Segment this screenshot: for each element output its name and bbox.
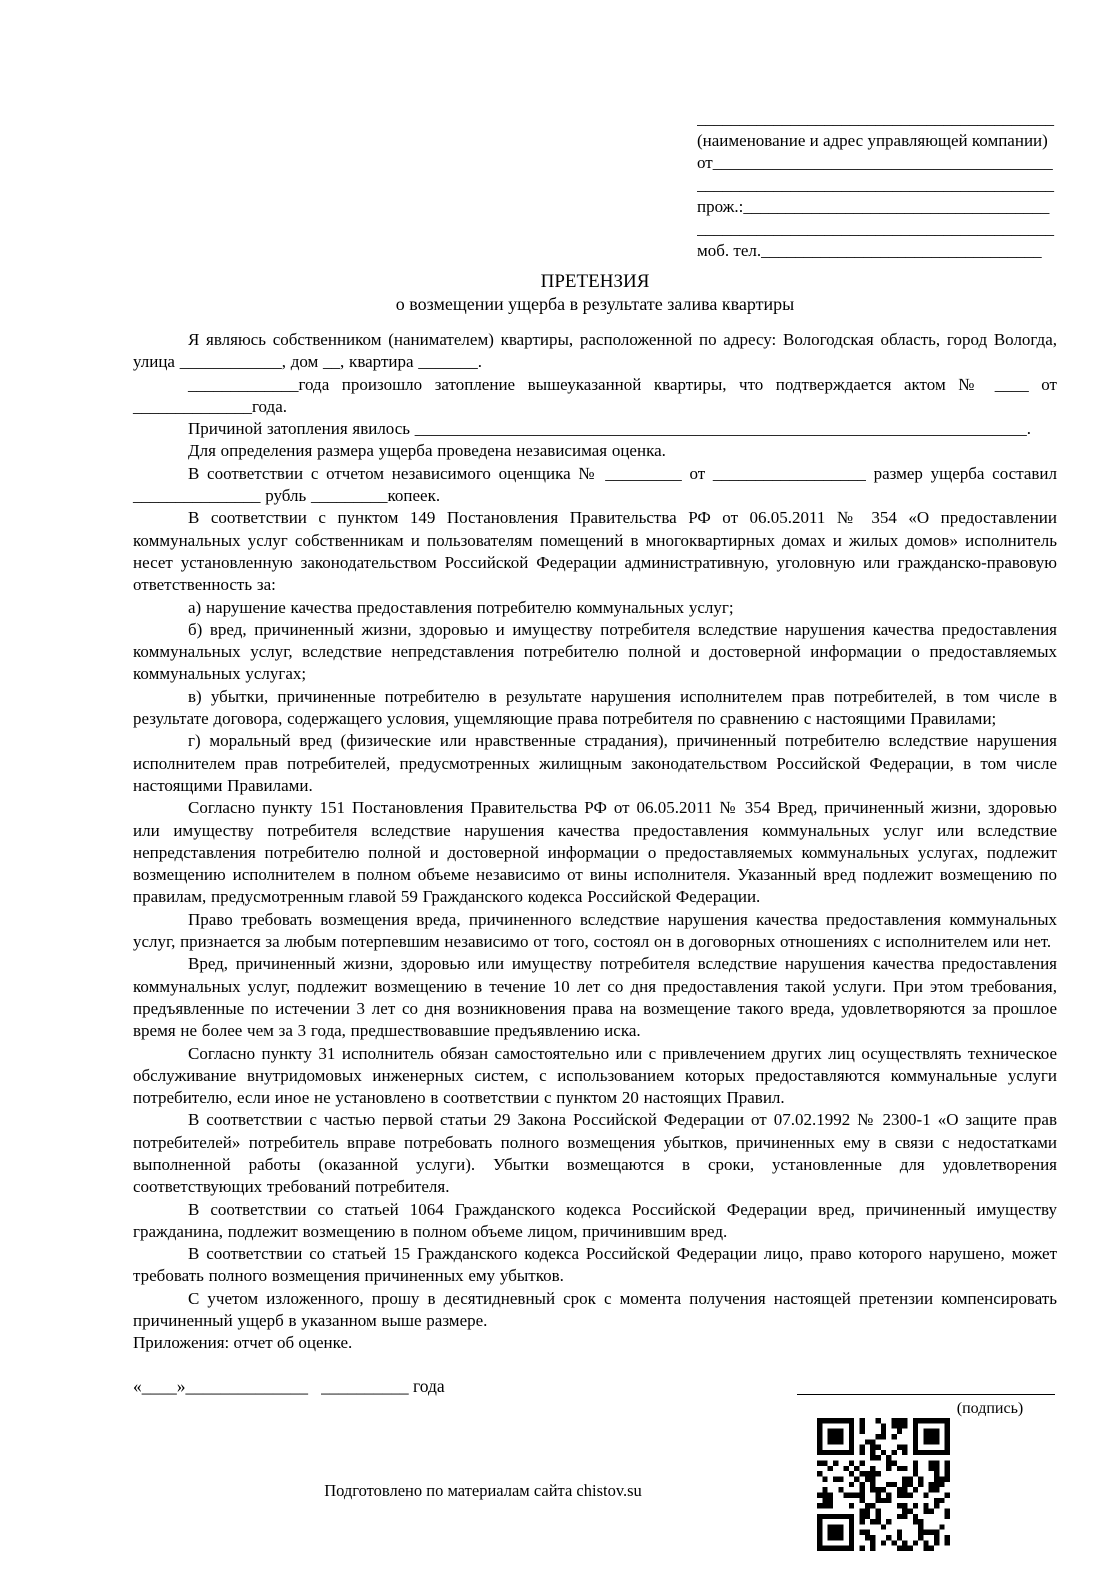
body-paragraph: Для определения размера ущерба проведена независимая оценка. [188,441,666,461]
body-paragraph: Причиной затопления явилось ________________________________________________________________________. [188,419,1032,439]
blank-line: __________________________________________ [697,175,1054,194]
attachments-line: Приложения: отчет об оценке. [133,1333,353,1353]
body-paragraph: Согласно пункту 151 Постановления Правительства РФ от 06.05.2011 № 354 Вред, причиненный жизни, здоровью или имуществу потребителя вследствие нарушения качества предоставления коммунальных услуг или вследствие непредставления потребителю полной и достоверной информации о предоставляемых коммунальных услугах, подлежит возмещению исполнителем в полном объеме независимо от вины исполнителя. Указанный вред подлежит возмещению по правилам, предусмотренным главой 59 Гражданского кодекса Российской Федерации. [133,798,1057,907]
body-paragraph: Я являюсь собственником (нанимателем) квартиры, расположенной по адресу: Вологодская область, город Вологда, улица ____________, дом __, квартира _______. [133,330,1057,372]
body-paragraph: В соответствии с отчетом независимого оценщика № _________ от __________________ размер ущерба составил _______________ рубль _________копеек. [133,463,1057,506]
addressee-block [697,108,1057,262]
body-paragraph: в) убытки, причиненные потребителю в результате нарушения исполнителем прав потребителей, в том числе в результате договора, содержащего условия, ущемляющие права потребителя по сравнению с настоящими Правилами; [133,686,1057,729]
signature-caption: (подпись) [956,1400,1024,1417]
body-paragraph: г) моральный вред (физические или нравственные страдания), причиненный потребителю вследствие нарушения исполнителем прав потребителей, предусмотренных жилищным законодательством Российской Федерации, в том числе настоящими Правилами. [133,731,1057,795]
body-paragraph: _____________года произошло затопление вышеуказанной квартиры, что подтверждается актом № ____ от ______________года. [133,374,1057,416]
body-paragraph: С учетом изложенного, прошу в десятидневный срок с момента получения настоящей претензии компенсировать причиненный ущерб в указанном выше размере. [133,1288,1057,1331]
residence-field: прож.:____________________________________ [697,197,1050,216]
body-paragraph: Право требовать возмещения вреда, причиненного вследствие нарушения качества предоставления коммунальных услуг, признается за любым потерпевшим независимо от того, состоял он в договорных отношениях с исполнителем или нет. [133,909,1057,952]
document-title: ПРЕТЕНЗИЯ [540,271,650,292]
phone-field: моб. тел._________________________________ [697,241,1042,260]
document-content [133,108,1057,1355]
body-paragraph: Вред, причиненный жизни, здоровью или имуществу потребителя вследствие нарушения качества предоставления коммунальных услуг, подлежит возмещению в течение 10 лет со дня предоставления такой услуги. При этом требования, предъявленные по истечении 3 лет со дня возникновения права на возмещение такого вреда, удовлетворяются за прошлое время не более чем за 3 года, предшествовавшие предъявлению иска. [133,954,1057,1041]
body-paragraph: а) нарушение качества предоставления потребителю коммунальных услуг; [188,597,734,617]
document-subtitle: о возмещении ущерба в результате залива квартиры [395,294,795,314]
body-paragraph: В соответствии с пунктом 149 Постановления Правительства РФ от 06.05.2011 № 354 «О предоставлении коммунальных услуг собственникам и пользователям помещений в многоквартирных домах и жилых домов» исполнитель несет установленную законодательством Российской Федерации административную, уголовную или гражданско-правовую ответственность за: [133,508,1057,595]
body-paragraph: В соответствии со статьей 15 Гражданского кодекса Российской Федерации лицо, право которого нарушено, может требовать полного возмещения причиненных ему убытков. [133,1244,1057,1286]
body-paragraph: В соответствии со статьей 1064 Гражданского кодекса Российской Федерации вред, причиненный имуществу гражданина, подлежит возмещению в полном объеме лицом, причинившим вред. [133,1199,1057,1241]
body-paragraph: Согласно пункту 31 исполнитель обязан самостоятельно или с привлечением других лиц осуществлять техническое обслуживание внутридомовых инженерных систем, с использованием которых предоставляются коммунальные услуги потребителю, если иное не установлено в соответствии с пунктом 20 настоящих Правил. [133,1043,1057,1108]
body-paragraph: В соответствии с частью первой статьи 29 Закона Российской Федерации от 07.02.1992 № 2300-1 «О защите прав потребителей» потребитель вправе потребовать полного возмещения убытков, причиненных ему в связи с недостатками выполненной работы (оказанной услуги). Убытки возмещаются в сроки, установленные для удовлетворения соответствующих требований потребителя. [133,1110,1057,1197]
qr-code [817,1418,950,1551]
company-caption: (наименование и адрес управляющей компании) [697,131,1048,150]
signature-line [797,1394,1055,1395]
company-name-blank-line: __________________________________________ [697,109,1054,128]
blank-line: __________________________________________ [697,219,1054,238]
date-field: «____»______________ __________ года [133,1376,445,1396]
footer-credit: Подготовлено по материалам сайта chistov.su [324,1481,642,1500]
body-paragraph: б) вред, причиненный жизни, здоровью и имуществу потребителя вследствие нарушения качества предоставления коммунальных услуг, вследствие непредставления потребителю полной и достоверной информации о предоставляемых коммунальных услугах; [133,619,1057,684]
document-body [133,329,1057,1332]
from-field: от________________________________________ [697,153,1053,172]
